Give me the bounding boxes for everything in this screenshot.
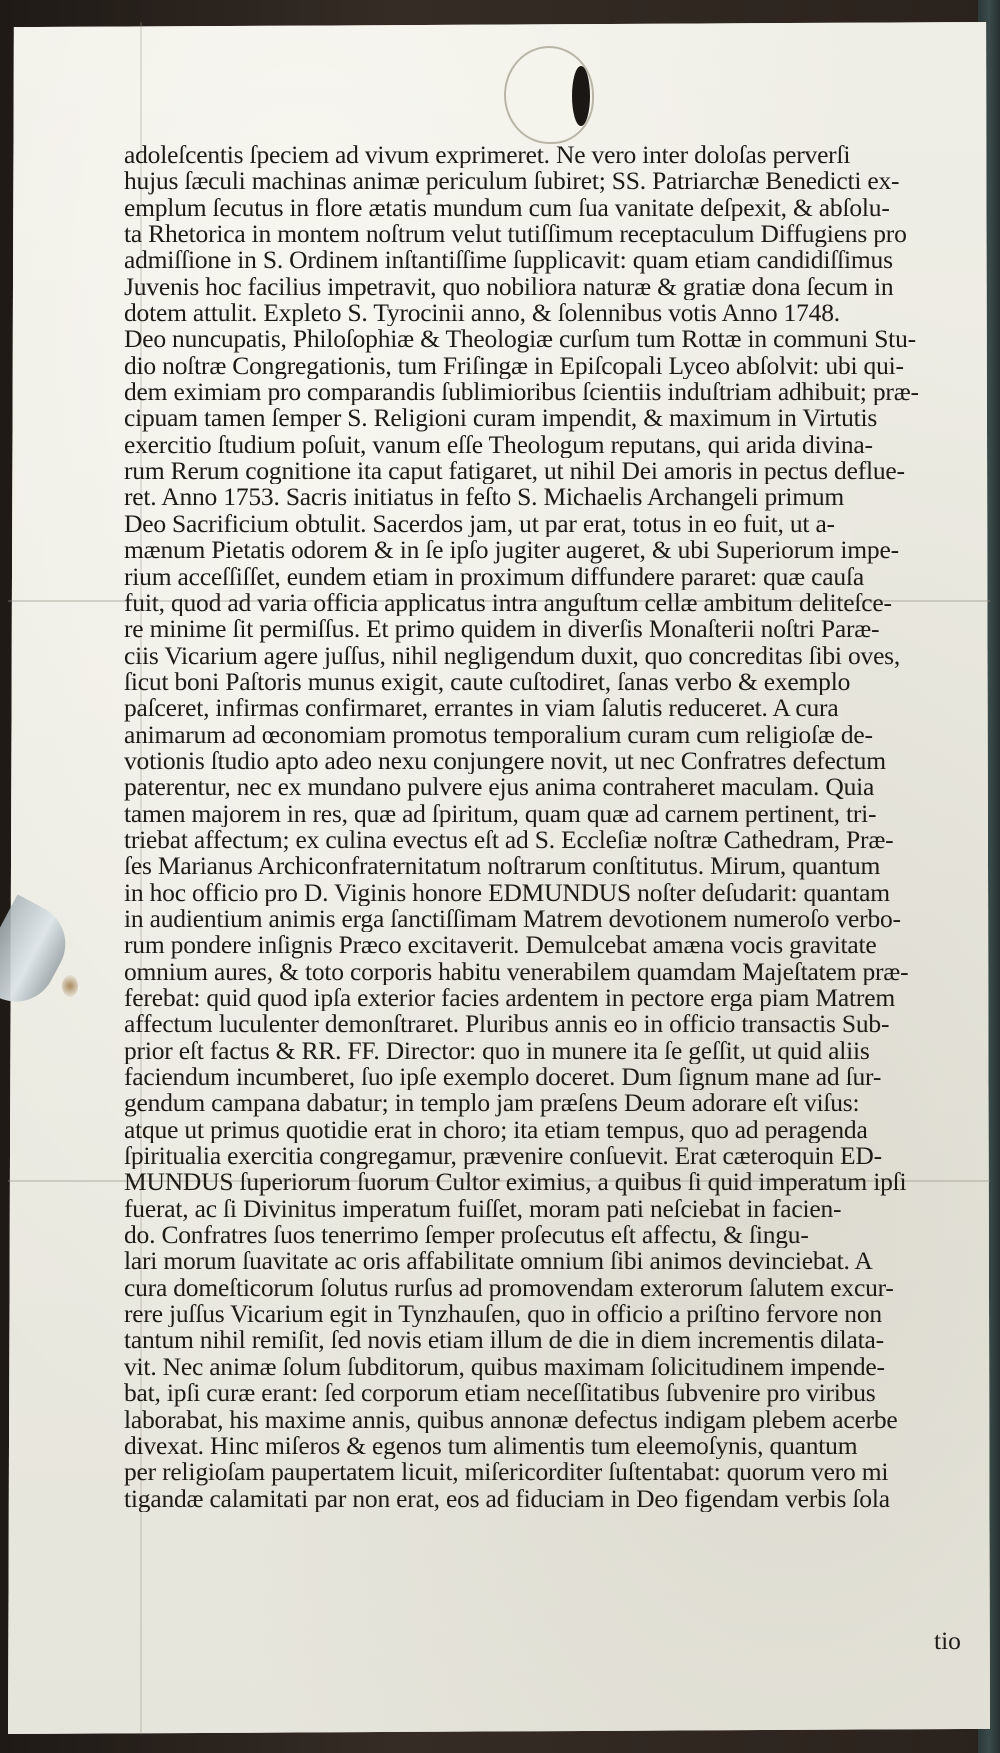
- text-line: per religioſam paupertatem licuit, miſericorditer ſuſtentabat: quorum vero mi: [124, 1459, 889, 1486]
- body-text: [124, 142, 982, 1512]
- text-line: hujus ſæculi machinas animæ periculum ſubiret; SS. Patriarchæ Benedicti ex-: [124, 168, 900, 195]
- text-line: cipuam tamen ſemper S. Religioni curam impendit, & maximum in Virtutis: [124, 405, 878, 432]
- text-line: tigandæ calamitati par non erat, eos ad fiduciam in Deo figendam verbis ſola: [124, 1485, 890, 1512]
- text-line: vit. Nec animæ ſolum ſubditorum, quibus maximam ſolicitudinem impende-: [124, 1353, 885, 1381]
- text-line: MUNDUS ſuperiorum ſuorum Cultor eximius, a quibus ſi quid imperatum ipſi: [124, 1169, 907, 1196]
- text-line: adoleſcentis ſpeciem ad vivum exprimeret. Ne vero inter doloſas perverſi: [124, 142, 851, 169]
- text-line: omnium aures, & toto corporis habitu venerabilem quamdam Majeſtatem præ-: [124, 958, 909, 985]
- text-line: tantum nihil remiſit, ſed novis etiam illum de die in diem incrementis dilata-: [124, 1327, 884, 1354]
- text-line: rere juſſus Vicarium egit in Tynzhauſen, quo in officio a priſtino fervore non: [124, 1301, 882, 1328]
- text-line: Deo nuncupatis, Philoſophiæ & Theologiæ curſum tum Rottæ in communi Stu-: [124, 326, 916, 353]
- text-line: rium acceſſiſſet, eundem etiam in proximum diffundere pararet: quæ cauſa: [124, 563, 864, 590]
- text-line: bat, ipſi curæ erant: ſed corporum etiam neceſſitatibus ſubvenire pro viribus: [124, 1380, 876, 1407]
- text-line: triebat affectum; ex culina evectus eſt ad S. Eccleſiæ noſtræ Cathedram, Præ-: [124, 826, 894, 854]
- text-line: animarum ad œconomiam promotus temporalium curam cum religioſæ de-: [124, 721, 873, 748]
- text-line: exercitio ſtudium poſuit, vanum eſſe Theologum reputans, qui arida divina-: [124, 431, 873, 459]
- text-line: divexat. Hinc miſeros & egenos tum alimentis tum eleemoſynis, quantum: [124, 1432, 858, 1460]
- text-line: atque ut primus quotidie erat in choro; ita etiam tempus, quo ad peragenda: [124, 1116, 868, 1144]
- text-line: fuerat, ac ſi Divinitus imperatum fuiſſet, moram pati neſciebat in facien-: [124, 1195, 842, 1223]
- paper-hole-shadow: [572, 66, 590, 126]
- text-line: lari morum ſuavitate ac oris affabilitate omnium ſibi animos devinciebat. A: [124, 1248, 873, 1275]
- text-line: votionis ſtudio apto adeo nexu conjungere novit, ut nec Confratres defectum: [124, 747, 886, 775]
- text-line: prior eſt factus & RR. FF. Director: quo in munere ita ſe geſſit, ut quid aliis: [124, 1037, 870, 1065]
- text-line: paſceret, infirmas confirmaret, errantes in viam ſalutis reduceret. A cura: [124, 695, 839, 722]
- catchword: tio: [934, 1626, 961, 1655]
- text-line: mænum Pietatis odorem & in ſe ipſo jugiter augeret, & ubi Superiorum impe-: [124, 537, 899, 564]
- text-line: rum Rerum cognitione ita caput fatigaret, ut nihil Dei amoris in pectus deflue-: [124, 458, 905, 485]
- text-line: paterentur, nec ex mundano pulvere ejus anima contraheret maculam. Quia: [124, 774, 875, 801]
- text-line: dio noſtræ Congregationis, tum Friſingæ in Epiſcopali Lyceo abſolvit: ubi qui-: [124, 352, 904, 380]
- text-line: dotem attulit. Expleto S. Tyrocinii anno, & ſolennibus votis Anno 1748.: [124, 300, 840, 327]
- text-line: rum pondere inſignis Præco excitaverit. Demulcebat amæna vocis gravitate: [124, 932, 877, 959]
- text-line: ſes Marianus Archiconfraternitatum noſtrarum conſtitutus. Mirum, quantum: [124, 853, 881, 880]
- text-line: ferebat: quid quod ipſa exterior facies ardentem in pectore erga piam Matrem: [124, 985, 895, 1012]
- text-line: ciis Vicarium agere juſſus, nihil negligendum duxit, quo concreditas ſibi oves,: [124, 642, 901, 669]
- text-line: ret. Anno 1753. Sacris initiatus in feſto S. Michaelis Archangeli primum: [124, 484, 845, 511]
- text-line: gendum campana dabatur; in templo jam præſens Deum adorare eſt viſus:: [124, 1090, 860, 1117]
- text-line: in audientium animis erga ſanctiſſimam Matrem devotionem numeroſo verbo-: [124, 905, 901, 933]
- text-line: Juvenis hoc facilius impetravit, quo nobiliora naturæ & gratiæ dona ſecum in: [124, 273, 894, 301]
- text-line: Deo Sacrificium obtulit. Sacerdos jam, ut par erat, totus in eo fuit, ut a-: [124, 510, 835, 538]
- text-line: emplum ſecutus in flore ætatis mundum cum ſua vanitate deſpexit, & abſolu-: [124, 194, 890, 222]
- text-line: in hoc officio pro D. Viginis honore EDMUNDUS noſter deſudarit: quantam: [124, 879, 890, 906]
- text-line: re minime ſit permiſſus. Et primo quidem in diverſis Monaſterii noſtri Paræ-: [124, 616, 880, 643]
- text-line: laborabat, his maxime annis, quibus annonæ defectus indigam plebem acerbe: [124, 1406, 898, 1433]
- text-line: tamen majorem in res, quæ ad ſpiritum, quam quæ ad carnem pertinent, tri-: [124, 800, 877, 827]
- text-line: admiſſione in S. Ordinem inſtantiſſime ſupplicavit: quam etiam candidiſſimus: [124, 247, 893, 274]
- text-line: ſpiritualia exercitia congregamur, prævenire conſuevit. Erat cæteroquin ED-: [124, 1143, 882, 1170]
- text-line: ſicut boni Paſtoris munus exigit, caute cuſtodiret, ſanas verbo & exemplo: [124, 668, 851, 696]
- text-line: do. Confratres ſuos tenerrimo ſemper proſecutus eſt affectu, & ſingu-: [124, 1222, 809, 1249]
- text-line: fuit, quod ad varia officia applicatus intra anguſtum cellæ ambitum deliteſce-: [124, 589, 892, 617]
- text-line: cura domeſticorum ſolutus rurſus ad promovendam exterorum ſalutem excur-: [124, 1274, 894, 1302]
- text-line: affectum luculenter demonſtraret. Pluribus annis eo in officio transactis Sub-: [124, 1011, 890, 1038]
- text-line: faciendum incumberet, ſuo ipſe exemplo doceret. Dum ſignum mane ad ſur-: [124, 1064, 882, 1091]
- paper-stain: [62, 975, 78, 997]
- text-line: dem eximiam pro comparandis ſublimioribus ſcientiis induſtriam adhibuit; præ-: [124, 379, 919, 406]
- text-line: ta Rhetorica in montem noſtrum velut tutiſſimum receptaculum Diffugiens pro: [124, 221, 907, 248]
